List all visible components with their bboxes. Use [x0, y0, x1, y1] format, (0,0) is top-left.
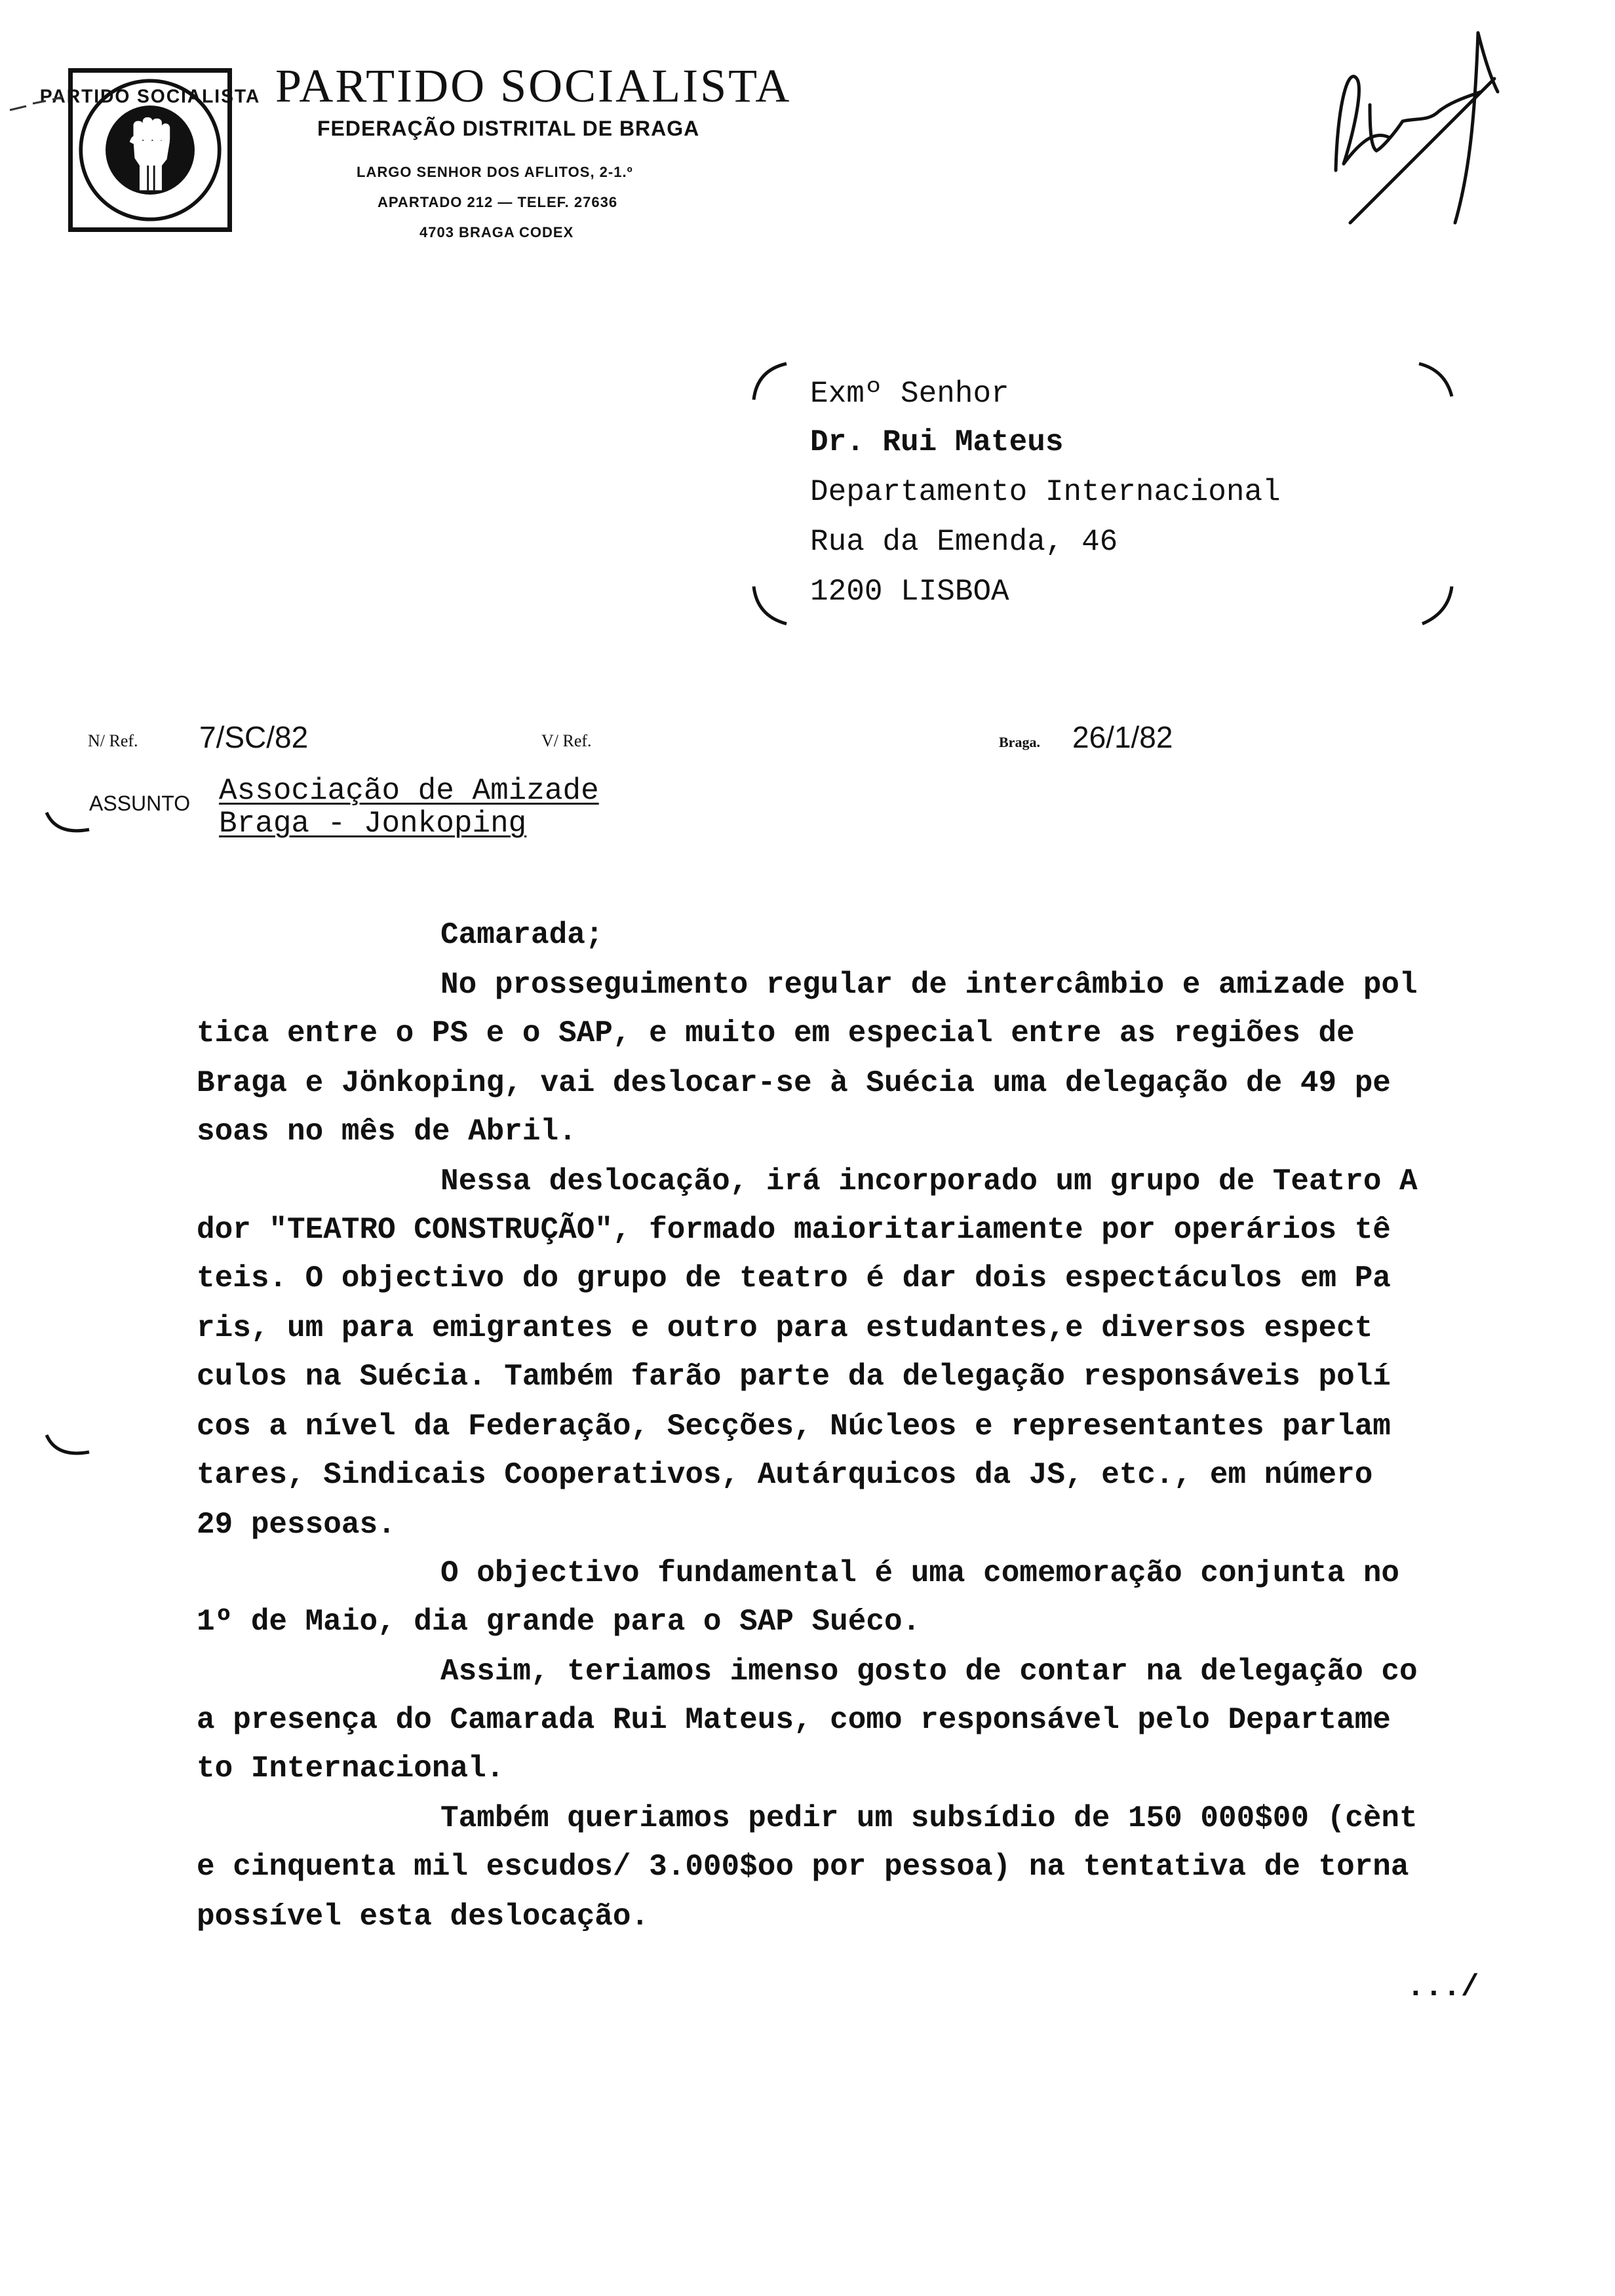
margin-hook-icon — [43, 806, 96, 845]
address-line-1: LARGO SENHOR DOS AFLITOS, 2-1.º — [357, 164, 633, 180]
place-label: Braga. — [999, 734, 1040, 750]
our-ref-value: 7/SC/82 — [199, 720, 309, 754]
body-line: Nessa deslocação, irá incorporado um grupo de Teatro A — [440, 1164, 1418, 1198]
signature-icon — [1331, 7, 1501, 229]
body-line: tares, Sindicais Cooperativos, Autárquicos da JS, etc., em número — [197, 1458, 1373, 1492]
body-line: Também queriamos pedir um subsídio de 150 000$00 (cènt — [440, 1801, 1418, 1835]
recipient-line-3: Departamento Internacional — [810, 475, 1281, 509]
subject-line-1: Associação de Amizade — [219, 774, 599, 808]
bracket-top-right-icon — [1416, 357, 1462, 403]
recipient-line-2: Dr. Rui Mateus — [810, 425, 1064, 459]
body-line: No prosseguimento regular de intercâmbio e amizade pol — [440, 968, 1418, 1002]
bracket-bottom-left-icon — [747, 583, 793, 629]
body-line: ris, um para emigrantes e outro para estudantes,e diversos espect — [197, 1311, 1373, 1345]
address-line-2: APARTADO 212 — TELEF. 27636 — [378, 194, 618, 210]
body-line: to Internacional. — [197, 1751, 505, 1786]
subject-line-2: Braga - Jonkoping — [219, 807, 527, 841]
bracket-top-left-icon — [747, 360, 793, 406]
body-line: e cinquenta mil escudos/ 3.000$oo por pessoa) na tentativa de torna — [197, 1850, 1409, 1884]
recipient-line-5: 1200 LISBOA — [810, 575, 1009, 609]
body-line: cos a nível da Federação, Secções, Núcleos e representantes parlam — [197, 1409, 1391, 1444]
body-line: 1º de Maio, dia grande para o SAP Suéco. — [197, 1605, 921, 1639]
body-line: 29 pessoas. — [197, 1508, 396, 1542]
federation-name: FEDERAÇÃO DISTRITAL DE BRAGA — [317, 117, 700, 140]
recipient-line-4: Rua da Emenda, 46 — [810, 525, 1118, 559]
logo-text: PARTIDO SOCIALISTA — [39, 86, 261, 107]
letter-date: 26/1/82 — [1072, 720, 1173, 754]
body-line: Braga e Jönkoping, vai deslocar-se à Suécia uma delegação de 49 pe — [197, 1066, 1391, 1100]
body-line: a presença do Camarada Rui Mateus, como responsável pelo Departame — [197, 1703, 1391, 1737]
party-logo — [39, 68, 261, 232]
our-ref-label: N/ Ref. — [88, 731, 138, 750]
body-line: dor "TEATRO CONSTRUÇÃO", formado maioritariamente por operários tê — [197, 1213, 1391, 1247]
body-line: teis. O objectivo do grupo de teatro é dar dois espectáculos em Pa — [197, 1261, 1391, 1295]
body-line: soas no mês de Abril. — [197, 1115, 577, 1149]
body-line: tica entre o PS e o SAP, e muito em especial entre as regiões de — [197, 1016, 1355, 1050]
body-line: O objectivo fundamental é uma comemoração conjunta no — [440, 1556, 1400, 1590]
recipient-line-1: Exmº Senhor — [810, 377, 1009, 411]
address-line-3: 4703 BRAGA CODEX — [419, 224, 574, 240]
body-line: culos na Suécia. Também farão parte da delegação responsáveis polí — [197, 1360, 1391, 1394]
fist-logo-icon — [39, 73, 261, 227]
org-name: PARTIDO SOCIALISTA — [275, 60, 792, 112]
continuation-mark: .../ — [1407, 1970, 1479, 2004]
bracket-bottom-right-icon — [1416, 583, 1462, 629]
salutation: Camarada; — [440, 918, 604, 952]
body-line: Assim, teriamos imenso gosto de contar na delegação co — [440, 1655, 1418, 1689]
your-ref-label: V/ Ref. — [541, 731, 592, 750]
subject-label: ASSUNTO — [89, 792, 191, 815]
margin-mark-icon — [7, 92, 66, 118]
body-line: possível esta deslocação. — [197, 1900, 650, 1934]
margin-hook-icon — [43, 1428, 96, 1468]
